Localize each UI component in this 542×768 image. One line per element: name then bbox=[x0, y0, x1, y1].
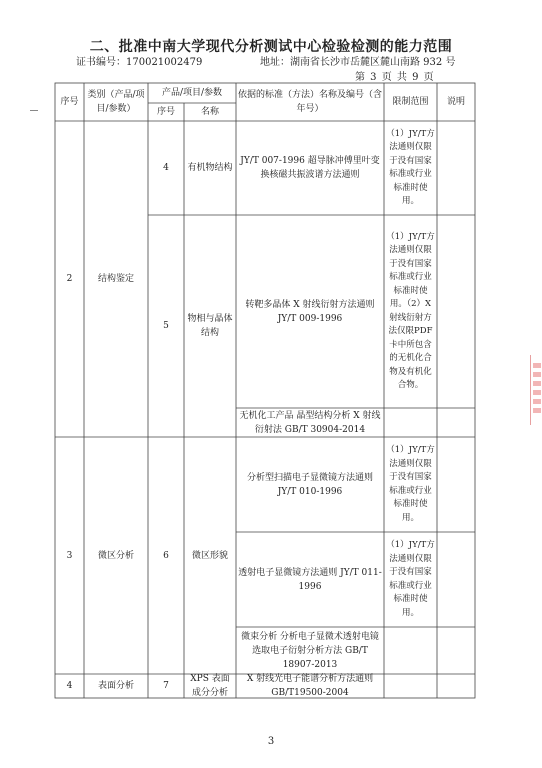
item-name: XPS 表面成分分析 bbox=[190, 674, 230, 698]
item-seq: 4 bbox=[163, 163, 169, 173]
header-product-param: 产品/项目/参数 bbox=[161, 88, 223, 98]
item-standard: 转靶多晶体 X 射线衍射方法通则 JY/T 009-1996 bbox=[245, 299, 375, 324]
item-seq: 6 bbox=[163, 550, 169, 561]
item-name: 物相与晶体结构 bbox=[187, 314, 233, 338]
red-stamp-fragment bbox=[530, 355, 542, 425]
header-note: 说明 bbox=[446, 97, 465, 107]
header-sub-seq: 序号 bbox=[156, 107, 175, 117]
row-category: 微区分析 bbox=[97, 550, 134, 561]
header-limit: 限制范围 bbox=[392, 97, 429, 107]
certificate-number: 证书编号：170021002479 bbox=[76, 57, 203, 68]
address: 地址：湖南省长沙市岳麓区麓山南路 932 号 bbox=[260, 57, 456, 68]
row-seq: 3 bbox=[66, 550, 73, 561]
header-name: 名称 bbox=[200, 107, 219, 117]
header-category: 类别（产品/项目/参数） bbox=[87, 90, 145, 114]
item-standard: X 射线光电子能谱分析方法通则 GB/T19500-2004 bbox=[246, 674, 374, 698]
item-limit: （1）JY/T方法通则仅限于没有国家标准或行业标准时使用。 bbox=[386, 540, 435, 618]
item-limit: （1）JY/T方法通则仅限于没有国家标准或行业标准时使用。（2）X射线衍射方法仅限PDF卡中所包含的无机化合物及有机化合物。 bbox=[386, 231, 435, 390]
item-seq: 7 bbox=[163, 681, 169, 691]
item-standard: 无机化工产品 晶型结构分析 X 射线衍射法 GB/T 30904-2014 bbox=[239, 410, 381, 435]
item-standard: JY/T 007-1996 超导脉冲傅里叶变换核磁共振波谱方法通则 bbox=[240, 156, 380, 180]
header-seq: 序号 bbox=[60, 97, 79, 107]
item-name: 微区形貌 bbox=[191, 550, 228, 561]
item-standard: 微束分析 分析电子显微术透射电镜选取电子衍射分析方法 GB/T 18907-2013 bbox=[241, 631, 379, 670]
row-category: 结构鉴定 bbox=[97, 274, 134, 284]
header-standard: 依据的标准（方法）名称及编号（含年号） bbox=[238, 90, 383, 114]
item-seq: 5 bbox=[163, 321, 169, 331]
row-seq: 4 bbox=[66, 681, 73, 691]
item-name: 有机物结构 bbox=[187, 163, 233, 173]
item-standard: 透射电子显微镜方法通则 JY/T 011-1996 bbox=[238, 567, 382, 592]
page-title: 二、批准中南大学现代分析测试中心检验检测的能力范围 bbox=[89, 39, 453, 55]
item-limit: （1）JY/T方法通则仅限于没有国家标准或行业标准时使用。 bbox=[386, 128, 435, 206]
row-category: 表面分析 bbox=[97, 681, 134, 691]
item-standard: 分析型扫描电子显微镜方法通则 JY/T 010-1996 bbox=[246, 472, 373, 497]
page-number: 3 bbox=[267, 736, 275, 747]
item-limit: （1）JY/T方法通则仅限于没有国家标准或行业标准时使用。 bbox=[386, 445, 435, 523]
page-info: 第 3 页 共 9 页 bbox=[355, 72, 435, 83]
row-seq: 2 bbox=[66, 274, 73, 284]
